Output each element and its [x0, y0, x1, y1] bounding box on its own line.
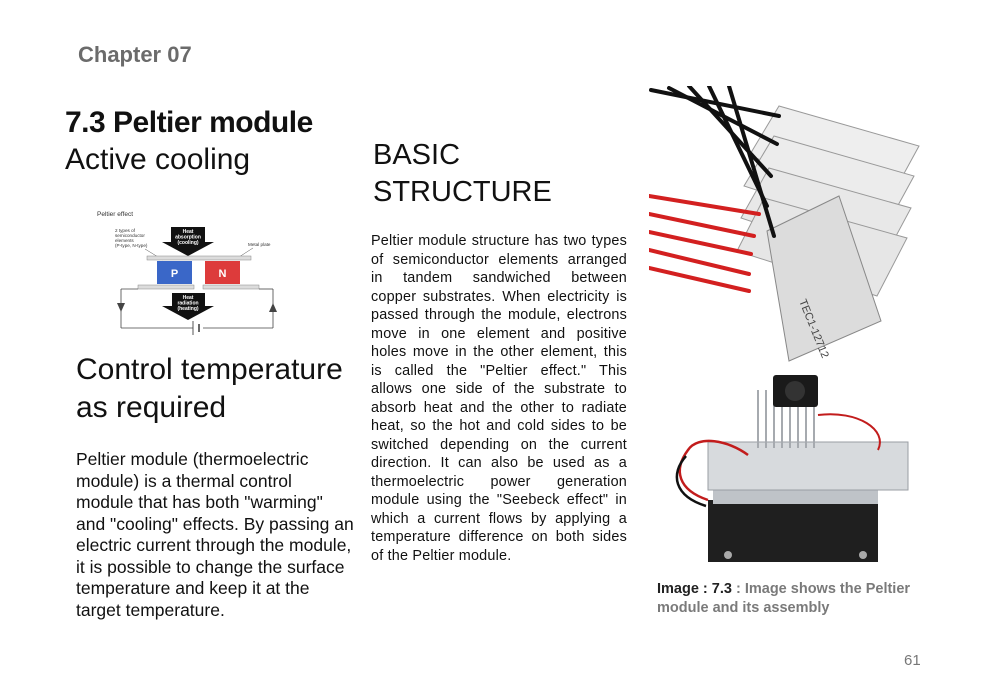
top-metal-plate — [147, 256, 251, 260]
diagram-types-label-1: 2 types of — [115, 228, 135, 233]
current-arrow-up — [269, 303, 277, 312]
left-body-paragraph: Peltier module (thermoelectric module) is a thermal control module that has both "warming" and "cooling" effects. By passing an electric current through the module, it is possible to change the surface temperature and keep it at the target temperature. — [76, 449, 354, 620]
structure-body-paragraph: Peltier module structure has two types of semiconductor elements arranged in tandem sandwiched between copper substrates. When electricity is passed through the module, electrons move in one element and positive holes move in the other element, this is called the "Peltier effect." This allows one side of the substrate to absorb heat and the other to radiate heat, so the hot and cold sides to be switched depending on the current direction. It can also be used as a thermoelectric power generation module using the "Seebeck effect" in which a current flows by applying a temperature difference on both sides of the Peltier module. — [371, 233, 627, 564]
n-label: N — [218, 268, 227, 280]
basic-structure-heading — [373, 137, 613, 211]
peltier-assembly-photo — [668, 370, 918, 570]
section-title: 7.3 Peltier module — [65, 106, 313, 139]
control-heading-line-1: Control temperature — [76, 353, 343, 386]
svg-text:radiation: radiation — [177, 300, 199, 307]
caption-text: : Image shows the Peltier module and its assembly — [657, 581, 911, 616]
svg-text:Heat: Heat — [182, 295, 194, 301]
peltier-effect-diagram — [95, 208, 295, 340]
diagram-types-label-4: (P-type, N-type) — [115, 243, 148, 248]
control-temperature-heading — [76, 351, 366, 427]
basic-heading-line-1: BASIC — [373, 139, 461, 171]
page-number: 61 — [904, 652, 921, 669]
caption-label: Image : 7.3 — [657, 581, 732, 597]
module-print-label: TEC1-12712 — [796, 297, 831, 360]
current-arrow-down — [117, 303, 125, 312]
diagram-types-label-3: elements — [115, 238, 134, 243]
svg-text:Heat: Heat — [182, 229, 194, 235]
diagram-types-label-2: semiconductor — [115, 233, 145, 238]
fan-housing — [708, 500, 878, 562]
peltier-modules-photo — [649, 86, 931, 362]
basic-heading-line-2: STRUCTURE — [373, 176, 552, 208]
p-label: P — [170, 268, 179, 280]
image-caption — [657, 580, 927, 617]
svg-text:(cooling): (cooling) — [177, 240, 199, 246]
svg-text:(heating): (heating) — [177, 306, 199, 312]
chapter-label: Chapter 07 — [78, 42, 192, 67]
svg-text:absorption: absorption — [175, 234, 201, 241]
metal-plate-label: Metal plate — [248, 242, 271, 247]
diagram-title: Peltier effect — [97, 211, 134, 218]
section-subtitle: Active cooling — [65, 143, 251, 176]
control-heading-line-2: as required — [76, 391, 227, 424]
